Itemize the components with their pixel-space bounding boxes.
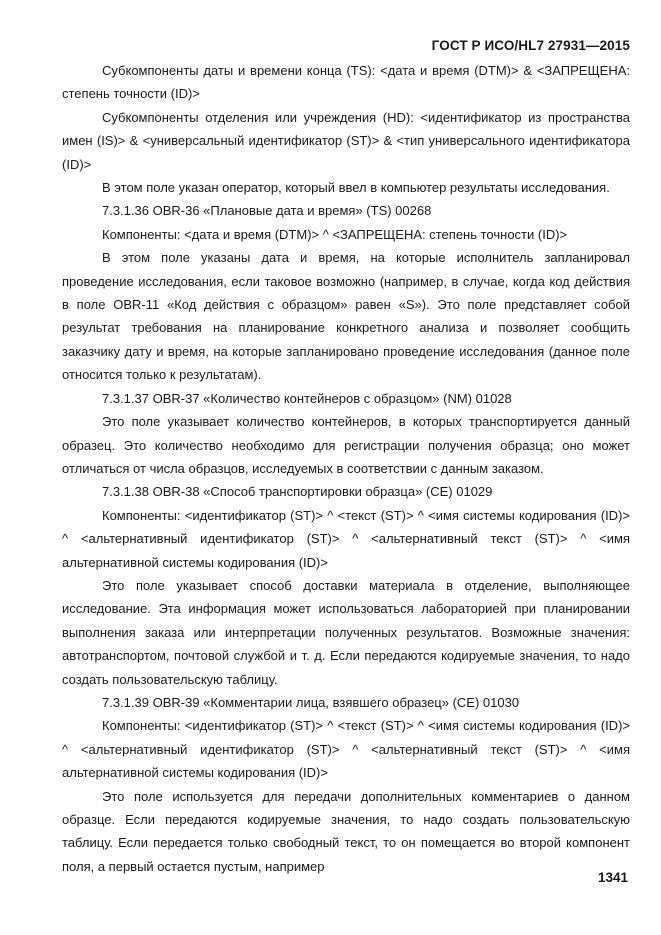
paragraph: Компоненты: <дата и время (DTM)> ^ <ЗАПРЕЩЕНА: степень точности (ID)> bbox=[102, 226, 568, 242]
page-number: 1341 bbox=[597, 870, 628, 885]
paragraph: В этом поле указан оператор, который ввел в компьютер результаты исследования. bbox=[102, 180, 610, 196]
paragraph: Это поле указывает способ доставки материала в отделение, выполняющее исследование. Эта информация может использоваться лабораторией при планировании выполнения заказа или интерпретации полученных результатов. Возможные значения: автотранспортом, почтовой службой и т. д. Если передаются кодируемые значения, то надо создать пользовательскую таблицу. bbox=[62, 577, 630, 687]
paragraph: Это поле используется для передачи дополнительных комментариев о данном образце. Если передаются кодируемые значения, то надо создать пользовательскую таблицу. Если передается только свободный текст, то он помещается во второй компонент поля, а первый остается пустым, например bbox=[62, 788, 630, 874]
paragraph: Это поле указывает количество контейнеров, в которых транспортируется данный образец. Это количество необходимо для регистрации получения образца; оно может отличаться от числа образцов, исследуемых в соответствии с данным заказом. bbox=[62, 414, 630, 476]
document-body bbox=[62, 59, 630, 878]
document-header: ГОСТ Р ИСО/HL7 27931—2015 bbox=[431, 38, 630, 53]
paragraph: Компоненты: <идентификатор (ST)> ^ <текст (ST)> ^ <имя системы кодирования (ID)> ^ <альтернативный идентификатор (ST)> ^ <альтернативный текст (ST)> ^ <имя альтернативной системы кодирования (ID)> bbox=[62, 718, 630, 781]
paragraph: Субкомпоненты даты и времени конца (TS): <дата и время (DTM)> & <ЗАПРЕЩЕНА: степень точности (ID)> bbox=[62, 63, 630, 102]
section-heading: 7.3.1.38 OBR-38 «Способ транспортировки образца» (CE) 01029 bbox=[102, 484, 493, 500]
paragraph: В этом поле указаны дата и время, на которые исполнитель запланировал проведение исследования, если таковое возможно (например, в случае, когда код действия в поле OBR-11 «Код действия с образцом» равен «S»). Это поле представляет собой результат требования на планирование конкретного анализа и позволяет сообщить заказчику дату и время, на которые запланировано проведение исследования (данное поле относится только к результатам). bbox=[62, 250, 630, 383]
paragraph: Компоненты: <идентификатор (ST)> ^ <текст (ST)> ^ <имя системы кодирования (ID)> ^ <альтернативный идентификатор (ST)> ^ <альтернативный текст (ST)> ^ <имя альтернативной системы кодирования (ID)> bbox=[62, 507, 630, 570]
section-heading: 7.3.1.39 OBR-39 «Комментарии лица, взявшего образец» (CE) 01030 bbox=[102, 694, 520, 710]
section-heading: 7.3.1.37 OBR-37 «Количество контейнеров с образцом» (NM) 01028 bbox=[102, 390, 512, 406]
paragraph: Субкомпоненты отделения или учреждения (HD): <идентификатор из пространства имен (IS)> & <универсальный идентификатор (ST)> & <тип универсального идентификатора (ID)> bbox=[62, 109, 630, 172]
section-heading: 7.3.1.36 OBR-36 «Плановые дата и время» (TS) 00268 bbox=[102, 203, 432, 219]
